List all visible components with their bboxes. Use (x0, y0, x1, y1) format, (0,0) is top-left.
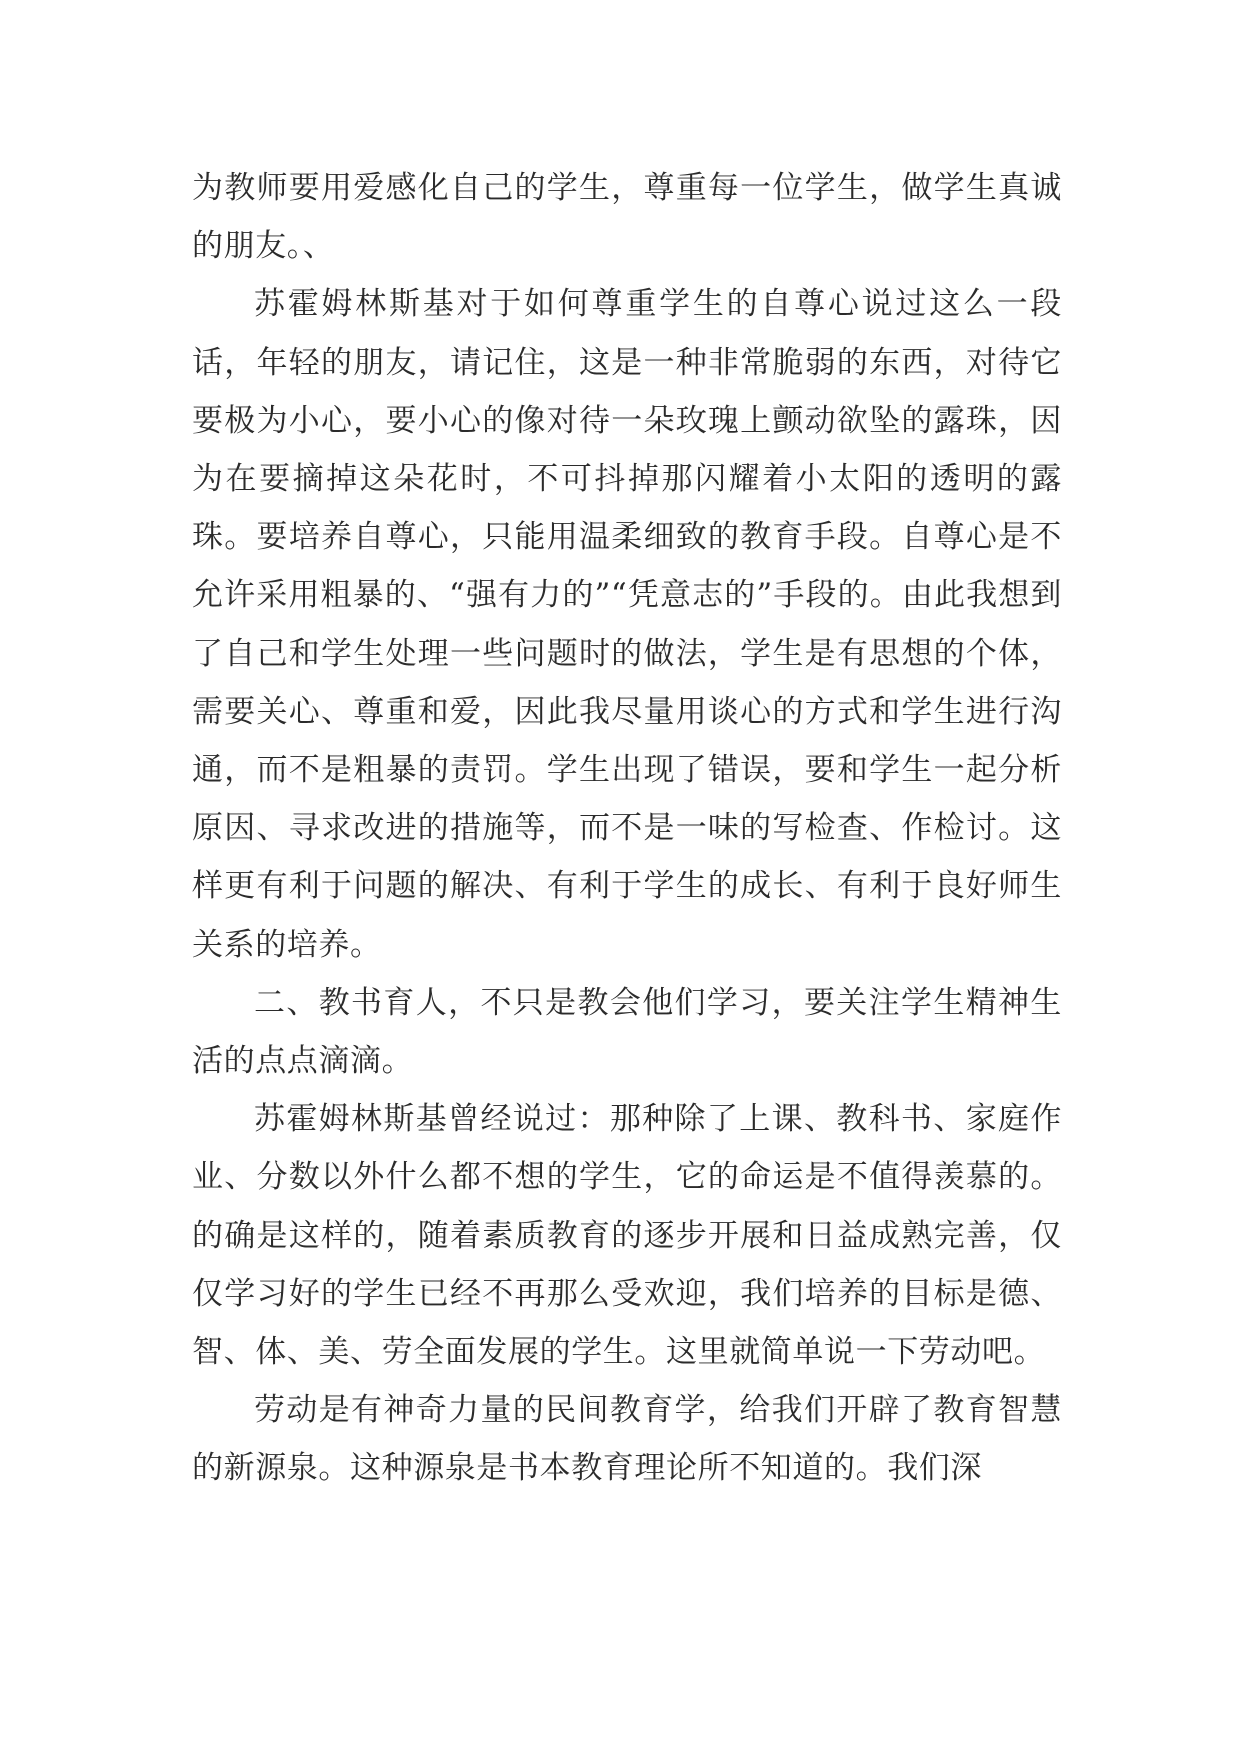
paragraph-quote-students: 苏霍姆林斯基曾经说过：那种除了上课、教科书、家庭作业、分数以外什么都不想的学生，它的命运是不值得羡慕的。的确是这样的，随着素质教育的逐步开展和日益成熟完善，仅仅学习好的学生已经不再那么受欢迎，我们培养的目标是德、智、体、美、劳全面发展的学生。这里就简单说一下劳动吧。 (192, 1101, 1062, 1371)
paragraph-continuation: 为教师要用爱感化自己的学生，尊重每一位学生，做学生真诚的朋友。、 (192, 170, 1062, 265)
section-heading-two: 二、教书育人，不只是教会他们学习，要关注学生精神生活的点点滴滴。 (192, 984, 1062, 1080)
paragraph-labor: 劳动是有神奇力量的民间教育学，给我们开辟了教育智慧的新源泉。这种源泉是书本教育理论所不知道的。我们深 (192, 1392, 1062, 1487)
document-body (192, 159, 1062, 1498)
paragraph-self-esteem: 苏霍姆林斯基对于如何尊重学生的自尊心说过这么一段话，年轻的朋友，请记住，这是一种非常脆弱的东西，对待它要极为小心，要小心的像对待一朵玫瑰上颤动欲坠的露珠，因为在要摘掉这朵花时，不可抖掉那闪耀着小太阳的透明的露珠。要培养自尊心，只能用温柔细致的教育手段。自尊心是不允许采用粗暴的、“强有力的”“凭意志的”手段的。由此我想到了自己和学生处理一些问题时的做法，学生是有思想的个体，需要关心、尊重和爱，因此我尽量用谈心的方式和学生进行沟通，而不是粗暴的责罚。学生出现了错误，要和学生一起分析原因、寻求改进的措施等，而不是一味的写检查、作检讨。这样更有利于问题的解决、有利于学生的成长、有利于良好师生关系的培养。 (192, 286, 1062, 963)
